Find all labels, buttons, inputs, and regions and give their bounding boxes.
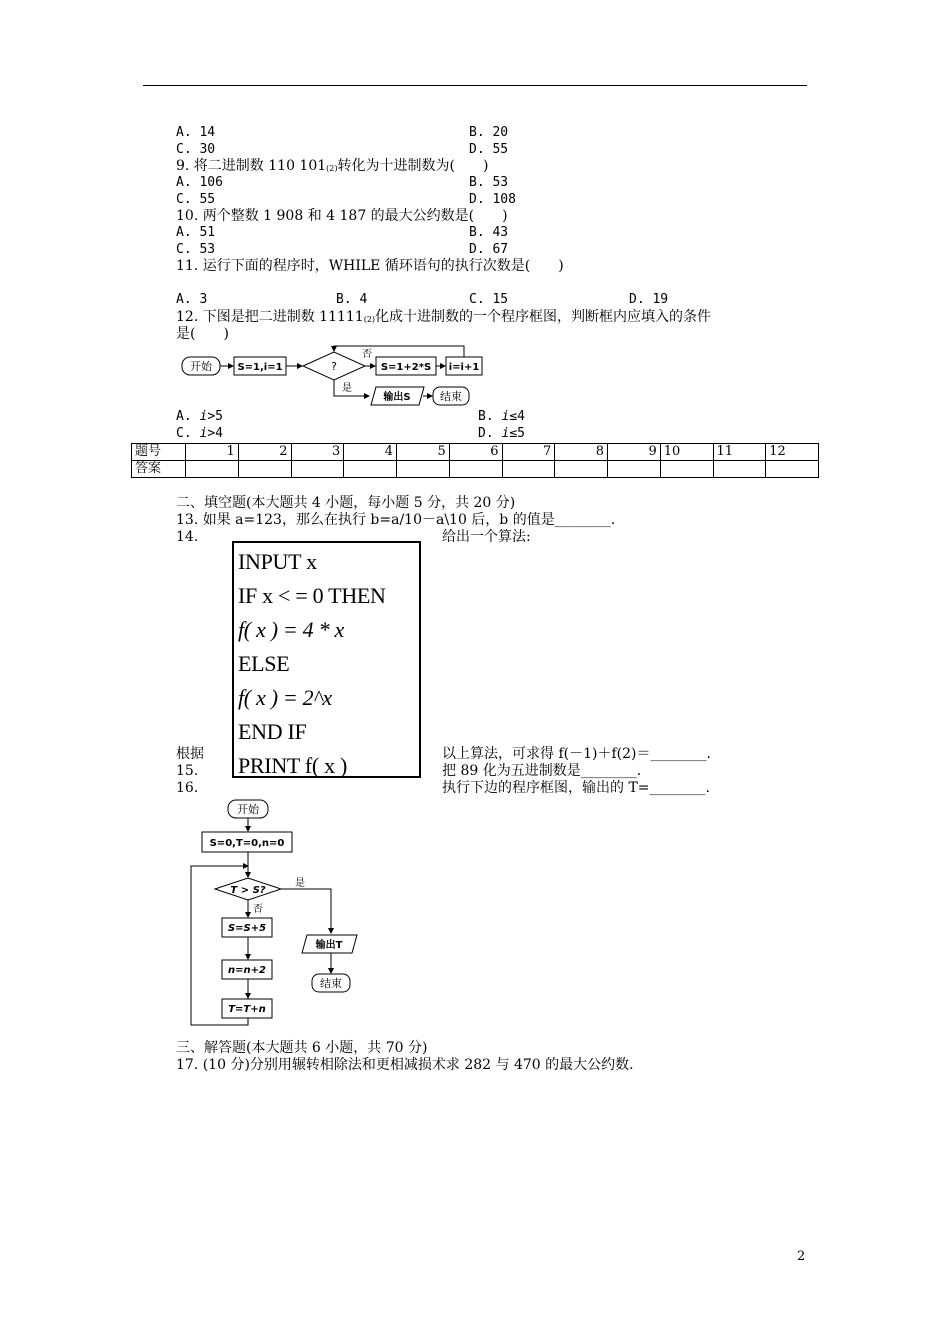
q9-option-b: B. 53 — [469, 175, 509, 190]
answer-cell[interactable] — [397, 461, 450, 478]
q14-intro: 给出一个算法: — [442, 529, 531, 545]
answer-table-number: 6 — [449, 444, 502, 461]
answer-cell[interactable] — [766, 461, 819, 478]
answer-cell[interactable] — [608, 461, 661, 478]
q16-flow-start-text: 开始 — [237, 803, 259, 816]
answer-table-label-number: 题号 — [132, 444, 186, 461]
q16-stem: 执行下边的程序框图，输出的 T=________. — [442, 780, 710, 796]
q11-option-c: C. 15 — [469, 292, 509, 307]
answer-cell[interactable] — [186, 461, 239, 478]
q12-flow-end-text: 结束 — [440, 390, 462, 403]
q11-stem: 11. 运行下面的程序时，WHILE 循环语句的执行次数是( ) — [176, 258, 564, 274]
q9-option-d: D. 108 — [469, 192, 516, 207]
q12-flow-no-label: 否 — [362, 349, 372, 360]
q11-option-d: D. 19 — [629, 292, 669, 307]
q12-option-b: B. i≤4 — [478, 409, 525, 424]
answer-table-header-row — [132, 444, 819, 461]
q12-flow-init-text: S=1,i=1 — [237, 362, 283, 373]
q14-number: 14. — [176, 529, 199, 545]
q10-option-c: C. 53 — [176, 242, 216, 257]
q14-according: 根据 — [176, 746, 204, 762]
q12-flow-output-text: 输出S — [383, 392, 411, 403]
q9-option-a: A. 106 — [176, 175, 223, 190]
q14-question: 以上算法，可求得 f(－1)＋f(2)＝________. — [442, 746, 711, 762]
q12-flow-yes-label: 是 — [342, 383, 352, 394]
q12-flowchart — [176, 343, 496, 411]
q16-flow-end-text: 结束 — [320, 977, 342, 990]
q14-code-line: ELSE — [238, 651, 290, 676]
q10-option-d: D. 67 — [469, 242, 509, 257]
q11-option-a: A. 3 — [176, 292, 208, 307]
answer-table-number: 8 — [555, 444, 608, 461]
answer-table-number: 1 — [186, 444, 239, 461]
answer-cell[interactable] — [555, 461, 608, 478]
answer-table-number: 2 — [238, 444, 291, 461]
q12-option-c: C. i>4 — [176, 426, 223, 441]
answer-table-answer-row — [132, 461, 819, 478]
answer-cell[interactable] — [713, 461, 766, 478]
q9-option-c: C. 55 — [176, 192, 216, 207]
q10-stem: 10. 两个整数 1 908 和 4 187 的最大公约数是( ) — [176, 208, 508, 224]
answer-cell[interactable] — [660, 461, 713, 478]
q16-flow-b1-text: S=S+5 — [227, 923, 267, 934]
q13-stem: 13. 如果 a=123，那么在执行 b=a/10－a\10 后，b 的值是________. — [176, 512, 616, 528]
q10-option-b: B. 43 — [469, 225, 509, 240]
answer-cell[interactable] — [291, 461, 344, 478]
q14-code-line: END IF — [238, 719, 307, 744]
answer-table-number: 11 — [713, 444, 766, 461]
answer-cell[interactable] — [344, 461, 397, 478]
q16-number: 16. — [176, 780, 199, 796]
answer-cell[interactable] — [449, 461, 502, 478]
answer-cell[interactable] — [238, 461, 291, 478]
answer-table-label-answer: 答案 — [132, 461, 186, 478]
q15-number: 15. — [176, 763, 199, 779]
q16-flowchart — [180, 795, 370, 1030]
q14-code-line: IF x < = 0 THEN — [238, 583, 386, 608]
q14-code-line: f( x ) = 4 * x — [238, 617, 344, 642]
q17-stem: 17. (10 分)分别用辗转相除法和更相减损术求 282 与 470 的最大公约数. — [176, 1057, 634, 1073]
q14-code-box — [232, 541, 421, 778]
q16-flow-init-text: S=0,T=0,n=0 — [209, 838, 285, 849]
q16-flow-yes-label: 是 — [295, 878, 305, 889]
answer-table-number: 4 — [344, 444, 397, 461]
q8-option-c: C. 30 — [176, 142, 216, 157]
q16-flow-no-label: 否 — [253, 904, 263, 915]
q12-stem: 12. 下图是把二进制数 $11111_{(2)}$化成十进制数的一个程序框图，判断框内应填入的条件 — [176, 309, 712, 325]
q16-flow-b2-text: n=n+2 — [228, 965, 266, 976]
q12-flow-inc-text: i=i+1 — [448, 362, 480, 373]
q12-option-d: D. i≤5 — [478, 426, 525, 441]
answer-table-number: 3 — [291, 444, 344, 461]
q10-option-a: A. 51 — [176, 225, 216, 240]
section3-title: 三、解答题(本大题共 6 小题，共 70 分) — [176, 1040, 428, 1056]
q11-option-b: B. 4 — [336, 292, 368, 307]
q16-flow-output-text: 输出T — [315, 940, 343, 951]
page-number: 2 — [797, 1249, 806, 1264]
q8-option-b: B. 20 — [469, 125, 509, 140]
header-rule — [143, 85, 807, 86]
q12-flow-cond: ? — [331, 360, 337, 373]
q12-flow-start-text: 开始 — [190, 360, 212, 373]
answer-table — [131, 443, 819, 478]
answer-cell[interactable] — [502, 461, 555, 478]
section2-title: 二、填空题(本大题共 4 小题，每小题 5 分，共 20 分) — [176, 495, 516, 511]
q8-option-d: D. 55 — [469, 142, 509, 157]
q14-code-line: f( x ) = 2^x — [238, 685, 332, 710]
answer-table-number: 7 — [502, 444, 555, 461]
answer-table-number: 12 — [766, 444, 819, 461]
q9-stem: 9. 将二进制数 110 $101_{(2)}$转化为十进制数为( ) — [176, 158, 489, 174]
q12-stem-line2: 是( ) — [176, 326, 229, 342]
answer-table-number: 10 — [660, 444, 713, 461]
q15-stem: 把 89 化为五进制数是________. — [442, 763, 642, 779]
q14-code-line: PRINT f( x ) — [238, 753, 348, 778]
q16-flow-cond: T > S? — [230, 885, 266, 896]
q12-option-a: A. i>5 — [176, 409, 223, 424]
q14-code-line: INPUT x — [238, 549, 317, 574]
q12-flow-calc-text: S=1+2*S — [380, 362, 432, 373]
q16-flow-b3-text: T=T+n — [228, 1004, 266, 1015]
answer-table-number: 9 — [608, 444, 661, 461]
q8-option-a: A. 14 — [176, 125, 216, 140]
answer-table-number: 5 — [397, 444, 450, 461]
